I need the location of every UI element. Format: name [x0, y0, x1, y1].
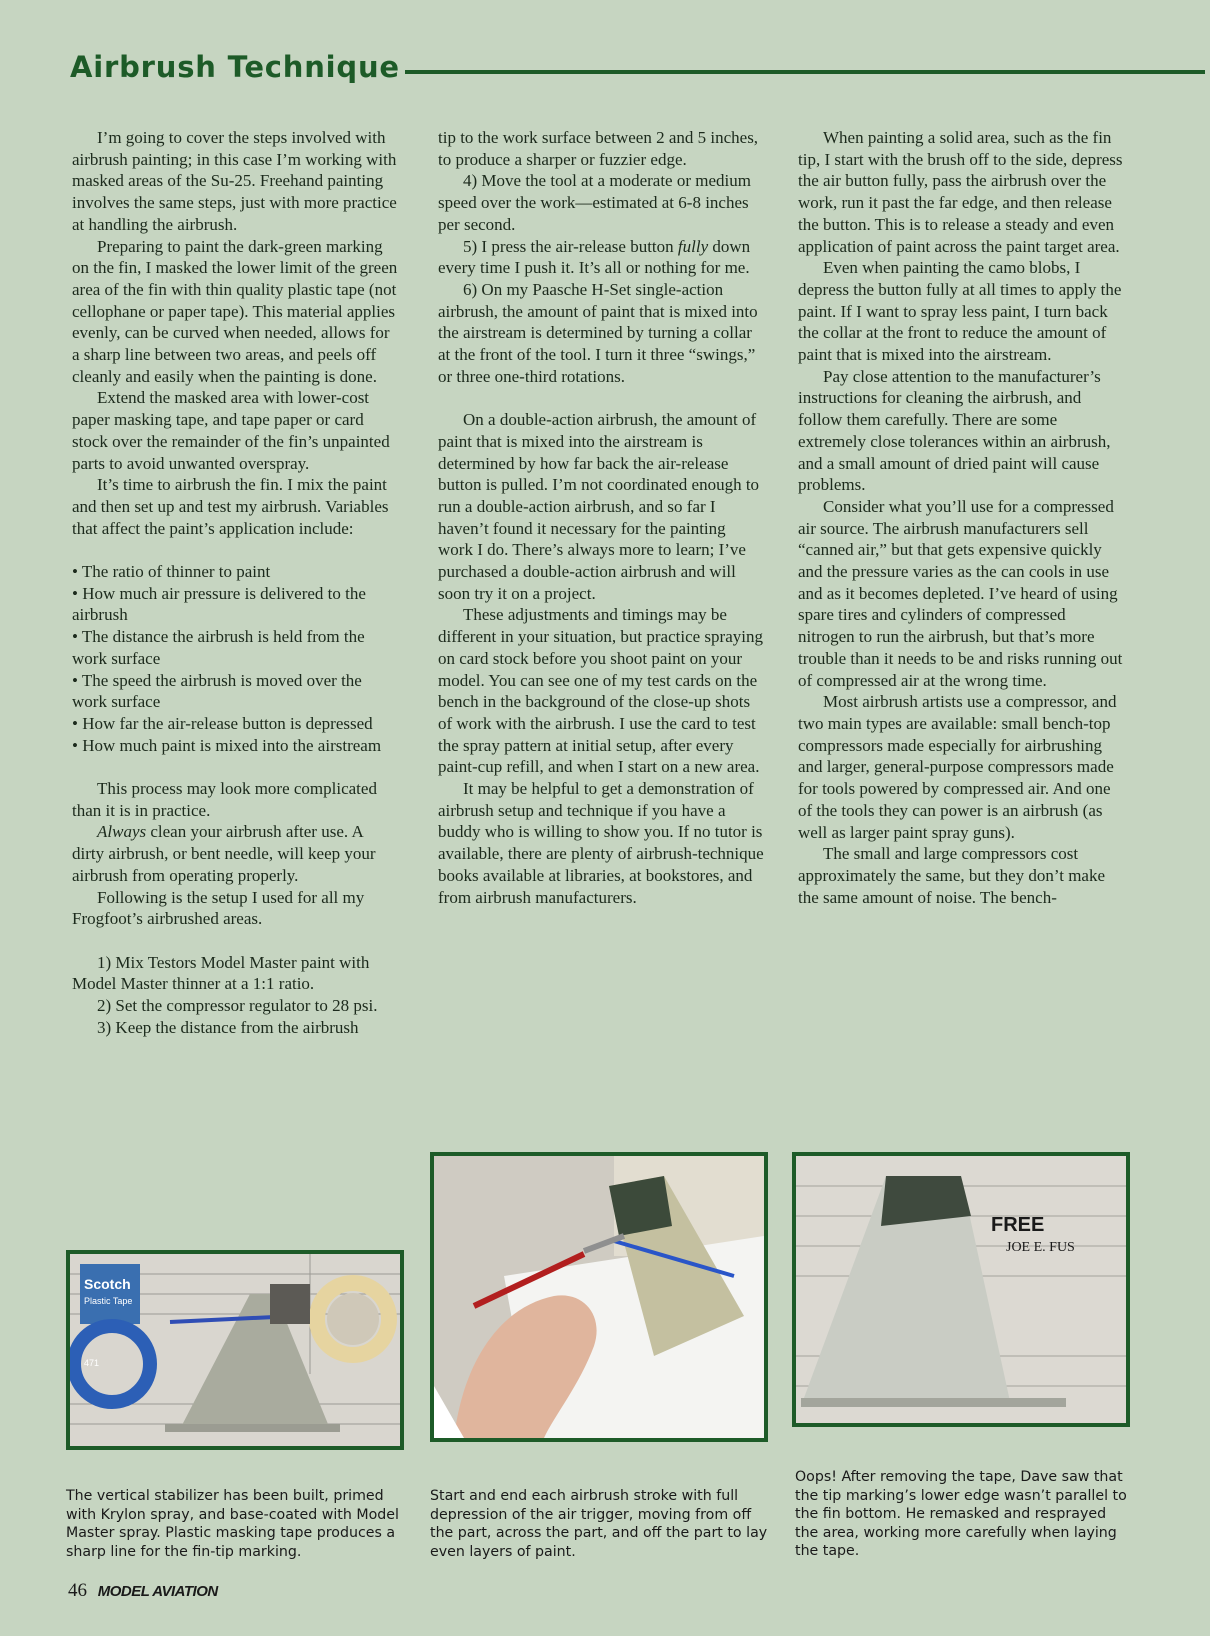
page-footer — [68, 1580, 218, 1602]
article-title: Airbrush Technique — [70, 50, 400, 84]
bullet-item: • The distance the airbrush is held from the work surface — [72, 627, 365, 668]
text-column-2 — [438, 127, 764, 908]
text-column-3 — [798, 127, 1124, 908]
bullet-item: • How much paint is mixed into the airstream — [72, 735, 382, 755]
body-paragraph: When painting a solid area, such as the fin tip, I start with the brush off to the side, depress the air button fully, pass the airbrush over the work, run it past the far edge, and then release the button. This is to release a steady and even application of paint across the paint target area. — [798, 128, 1123, 256]
body-paragraph: Preparing to paint the dark-green marking on the fin, I masked the lower limit of the green area of the fin with thin quality plastic tape (not cellophane or paper tape). This material applies evenly, can be curved when needed, allows for a sharp line between two areas, and peels off cleanly and easily when the painting is done. — [72, 236, 398, 386]
paragraph-gap — [72, 930, 398, 952]
caption-photo-2: Start and end each airbrush stroke with full depression of the air trigger, moving from off the part, across the part, and off the part to lay even layers of paint. — [430, 1488, 768, 1560]
body-paragraph: Pay close attention to the manufacturer’s instructions for cleaning the airbrush, and follow them carefully. There are some extremely close tolerances within an airbrush, and a small amount of dried paint will cause problems. — [798, 366, 1111, 495]
tape-brand-label: Scotch — [84, 1276, 131, 1292]
paragraph-gap — [72, 539, 398, 561]
body-paragraph: tip to the work surface between 2 and 5 inches, to produce a sharper or fuzzier edge. — [438, 128, 759, 169]
body-paragraph: 5) I press the air-release button fully down every time I push it. It’s all or nothing for me. — [438, 236, 751, 278]
bullet-item: • The speed the airbrush is moved over the work surface — [72, 670, 362, 712]
body-paragraph: Extend the masked area with lower-cost paper masking tape, and tape paper or card stock over the remainder of the fin’s unpainted parts to avoid unwanted overspray. — [72, 388, 390, 473]
photo-stabilizer-taped — [66, 1250, 404, 1450]
body-paragraph: On a double-action airbrush, the amount of paint that is mixed into the airstream is determined by how far back the air-release button is pulled. I’m not coordinated enough to run a double-action airbrush, and so far I haven’t found it necessary for the painting work I do. There’s always more to learn; I’ve purchased a double-action airbrush and will soon try it on a project. — [438, 410, 760, 603]
tape-number-label: 471 — [84, 1358, 100, 1368]
body-paragraph: The small and large compressors cost approximately the same, but they don’t make the same amount of noise. The bench- — [798, 844, 1106, 907]
body-paragraph: This process may look more complicated than it is in practice. — [72, 779, 377, 820]
text-column-1 — [72, 127, 398, 1038]
body-paragraph: 3) Keep the distance from the airbrush — [97, 1017, 359, 1037]
body-paragraph: Following is the setup I used for all my Frogfoot’s airbrushed areas. — [72, 887, 365, 929]
bullet-item: • How far the air-release button is depressed — [72, 713, 373, 733]
body-paragraph: 2) Set the compressor regulator to 28 psi. — [97, 996, 378, 1016]
paragraph-gap — [72, 756, 398, 778]
body-paragraph: 6) On my Paasche H-Set single-action airbrush, the amount of paint that is mixed into the airstream is determined by turning a collar at the front of the tool. I turn it three “swings,” or three one-third rotations. — [438, 279, 758, 386]
tape-sub-label: Plastic Tape — [84, 1296, 133, 1306]
newspaper-fus-text: JOE E. FUS — [1006, 1240, 1075, 1255]
body-paragraph: Even when painting the camo blobs, I depress the button fully at all times to apply the paint. If I want to spray less paint, I turn back the collar at the front to reduce the amount of paint that is mixed into the airstream. — [798, 258, 1122, 365]
bullet-item: • The ratio of thinner to paint — [72, 562, 271, 582]
newspaper-free-text: FREE — [991, 1214, 1045, 1236]
body-paragraph: 4) Move the tool at a moderate or medium speed over the work—estimated at 6-8 inches per second. — [438, 171, 751, 234]
body-paragraph: Consider what you’ll use for a compressed air source. The airbrush manufacturers sell “canned air,” but that gets expensive quickly and the pressure varies as the can cools in use and as it becomes depleted. I’ve heard of using spare tires and cylinders of compressed nitrogen to run the airbrush, but that’s more trouble than it needs to be and risks running out of compressed air at the wrong time. — [798, 496, 1123, 690]
body-paragraph: I’m going to cover the steps involved with airbrush painting; in this case I’m working with masked areas of the Su-25. Freehand painting involves the same steps, just with more practice at handling the airbrush. — [72, 128, 397, 234]
bullet-item: • How much air pressure is delivered to the airbrush — [72, 583, 366, 625]
caption-photo-1: The vertical stabilizer has been built, primed with Krylon spray, and base-coated with Model Master spray. Plastic masking tape produces a sharp line for the fin-tip marking. — [66, 1488, 399, 1560]
paragraph-gap — [438, 387, 764, 409]
body-paragraph: It’s time to airbrush the fin. I mix the paint and then set up and test my airbrush. Variables that affect the paint’s application include: — [72, 475, 389, 538]
body-paragraph: Most airbrush artists use a compressor, and two main types are available: small bench-top compressors made especially for airbrushing and larger, general-purpose compressors made for tools powered by compressed air. And one of the tools they can power is an airbrush (as well as larger paint spray guns). — [798, 692, 1117, 842]
title-rule — [405, 70, 1205, 74]
caption-photo-3: Oops! After removing the tape, Dave saw that the tip marking’s lower edge wasn’t parallel to the fin bottom. He remasked and resprayed the area, working more carefully when laying the tape. — [795, 1469, 1127, 1560]
body-paragraph: 1) Mix Testors Model Master paint with Model Master thinner at a 1:1 ratio. — [72, 952, 370, 994]
page-number: 46 — [68, 1580, 87, 1601]
body-paragraph: Always clean your airbrush after use. A dirty airbrush, or bent needle, will keep your airbrush from operating properly. — [72, 822, 376, 885]
magazine-name: MODEL AVIATION — [97, 1583, 218, 1600]
photo-remasked-fin — [792, 1152, 1130, 1427]
body-paragraph: These adjustments and timings may be different in your situation, but practice spraying on card stock before you shoot paint on your model. You can see one of my test cards on the bench in the background of the close-up shots of work with the airbrush. I use the card to test the spray pattern at initial setup, after every paint-cup refill, and when I start on a new area. — [438, 605, 763, 777]
article-header — [70, 50, 1205, 90]
body-paragraph: It may be helpful to get a demonstration of airbrush setup and technique if you have a buddy who is willing to show you. If no tutor is available, there are plenty of airbrush-technique books available at libraries, at bookstores, and from airbrush manufacturers. — [438, 779, 764, 907]
photo-airbrush-spraying — [430, 1152, 768, 1442]
